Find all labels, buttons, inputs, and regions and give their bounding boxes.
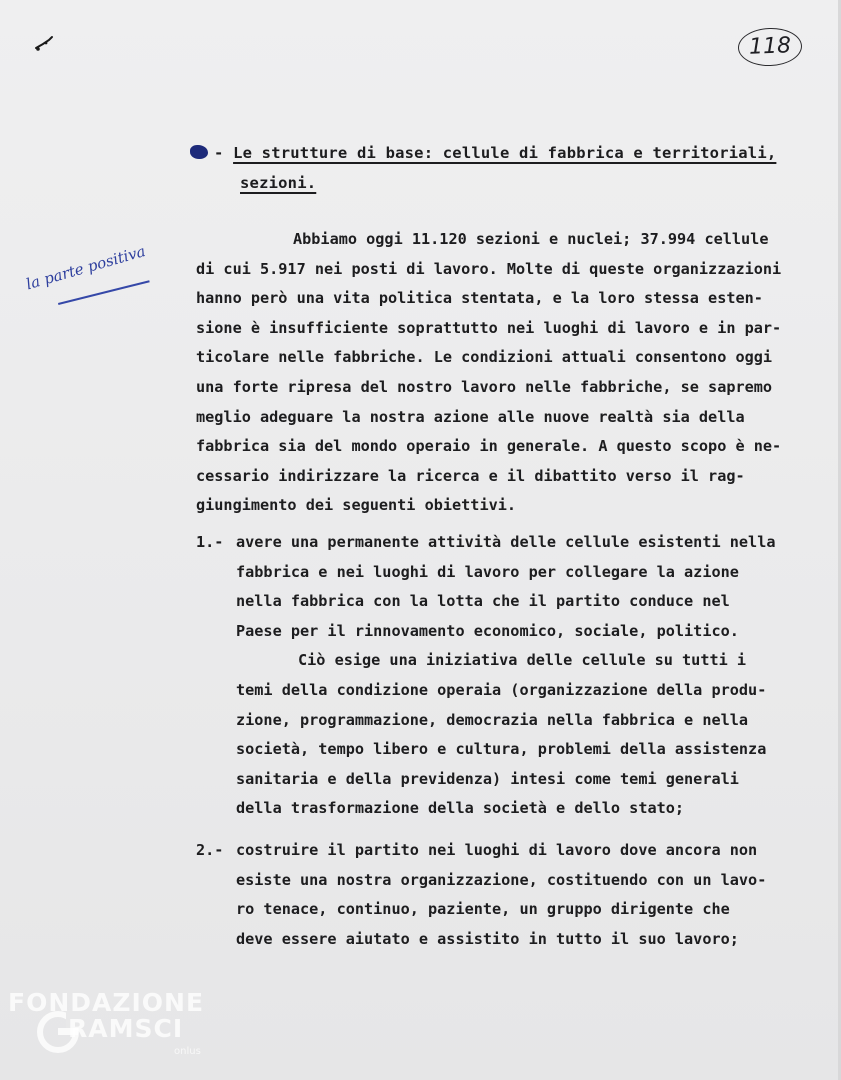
list-item-number: 2.-: [196, 840, 224, 859]
list-item-line: Paese per il rinnovamento economico, sociale, politico.: [236, 621, 739, 640]
paragraph-line: hanno però una vita politica stentata, e la loro stessa esten-: [196, 289, 763, 308]
list-item-line: temi della condizione operaia (organizzazione della produ-: [236, 680, 767, 699]
section-heading: [190, 140, 830, 200]
list-item-line: fabbrica e nei luoghi di lavoro per collegare la azione: [236, 562, 739, 581]
watermark-line-3: onlus: [174, 1046, 201, 1057]
list-item: [196, 528, 826, 824]
heading-dash: -: [214, 144, 234, 162]
list-item-text: [196, 528, 826, 824]
list-item-line: costruire il partito nei luoghi di lavoro dove ancora non: [236, 840, 758, 859]
watermark-line-1: FONDAZIONE: [8, 988, 205, 1017]
intro-paragraph: [196, 225, 826, 521]
handwritten-margin-note: la parte positiva: [24, 242, 148, 294]
heading-line-1: Le strutture di base: cellule di fabbrica e territoriali,: [233, 144, 777, 162]
paragraph-line: ticolare nelle fabbriche. Le condizioni attuali consentono oggi: [196, 348, 773, 367]
paragraph-line: una forte ripresa del nostro lavoro nelle fabbriche, se sapremo: [196, 377, 773, 396]
list-item-text: [196, 836, 826, 954]
list-item: [196, 836, 826, 954]
paragraph-line: fabbrica sia del mondo operaio in generale. A questo scopo è ne-: [196, 437, 782, 456]
list-item-line: società, tempo libero e cultura, problemi della assistenza: [236, 740, 767, 759]
list-item-line: ro tenace, continuo, paziente, un gruppo dirigente che: [236, 900, 730, 919]
list-item-line: Ciò esige una iniziativa delle cellule su tutti i: [298, 651, 747, 670]
paragraph-line: giungimento dei seguenti obiettivi.: [196, 496, 517, 515]
heading-line-2: sezioni.: [240, 174, 317, 192]
list-item-line: zione, programmazione, democrazia nella fabbrica e nella: [236, 710, 749, 729]
list-item-line: avere una permanente attività delle cellule esistenti nella: [236, 533, 776, 551]
margin-note-underline: [58, 280, 150, 304]
ink-blot-mark: [34, 34, 58, 54]
paragraph-line: di cui 5.917 nei posti di lavoro. Molte di queste organizzazioni: [196, 259, 782, 278]
list-item-line: deve essere aiutato e assistito in tutto il suo lavoro;: [236, 929, 739, 948]
page-number: 118: [737, 27, 802, 67]
list-item-line: esiste una nostra organizzazione, costituendo con un lavo-: [236, 870, 767, 889]
list-item-line: della trasformazione della società e dello stato;: [236, 799, 685, 818]
fondazione-gramsci-watermark: [8, 988, 218, 1068]
list-item-line: nella fabbrica con la lotta che il partito conduce nel: [236, 592, 730, 611]
list-item-number: 1.-: [196, 533, 224, 551]
list-item-line: sanitaria e della previdenza) intesi come temi generali: [236, 769, 739, 788]
paragraph-line: meglio adeguare la nostra azione alle nuove realtà sia della: [196, 407, 745, 426]
paragraph-line: cessario indirizzare la ricerca e il dibattito verso il rag-: [196, 466, 745, 485]
watermark-line-2: RAMSCI: [68, 1014, 184, 1043]
paragraph-line: sione è insufficiente soprattutto nei luoghi di lavoro e in par-: [196, 318, 782, 337]
ink-scribble-icon: [190, 145, 208, 159]
paragraph-line: Abbiamo oggi 11.120 sezioni e nuclei; 37.994 cellule: [293, 230, 769, 248]
objectives-list: [196, 528, 826, 966]
